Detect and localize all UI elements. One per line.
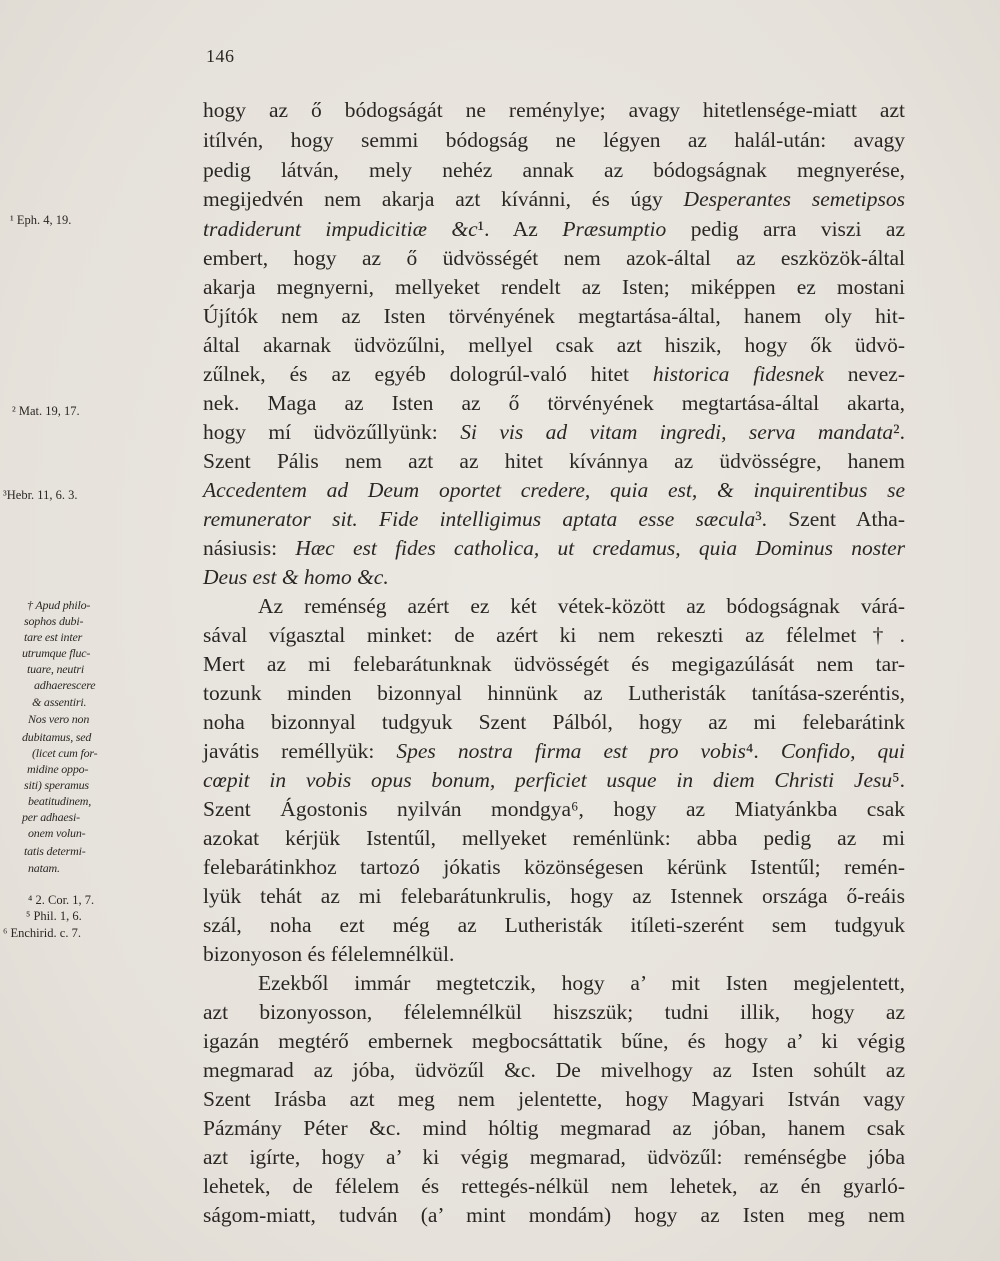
italic-text: Si vis ad vitam ingredi, serva mandata	[460, 420, 894, 444]
italic-text: remunerator sit. Fide intelligimus aptata esse sæcula	[203, 507, 756, 531]
margin-gloss-line: tuare, neutri	[27, 662, 84, 676]
text-line	[203, 331, 905, 359]
margin-gloss-line: † Apud philo-	[27, 598, 91, 612]
text-span: pedig arra viszi az	[666, 217, 905, 241]
text-span: Szent Irásba azt meg nem jelentette, hogy Magyari István vagy	[203, 1087, 905, 1111]
text-span: nevez-	[823, 362, 905, 386]
text-span: násiusis:	[203, 536, 296, 560]
margin-reference: ⁴ 2. Cor. 1, 7.	[28, 893, 95, 907]
text-line	[203, 96, 905, 124]
text-span: hogy az ő bódogságát ne reménylye; avagy hitetlensége-miatt azt	[203, 98, 905, 122]
footnote-marker: ¹	[477, 217, 485, 241]
margin-gloss-line: natam.	[28, 861, 60, 875]
text-span: megmarad az jóba, üdvözűl &c. De mivelhogy az Isten sohúlt az	[203, 1058, 905, 1082]
text-span: noha bizonnyal tudgyuk Szent Pálból, hogy az mi felebarátink	[203, 710, 905, 734]
italic-text: Hæc est fides catholica, ut credamus, quia Dominus noster	[295, 536, 905, 560]
footnote-marker: ³	[755, 507, 762, 531]
text-line	[203, 766, 905, 794]
text-line	[258, 969, 905, 997]
text-span: sával vígasztal minket: de azért ki nem rekeszti az félelmet†.	[203, 623, 905, 647]
italic-text: Confido, qui	[780, 739, 905, 763]
text-line	[203, 737, 905, 765]
text-line	[203, 795, 905, 823]
text-line	[203, 185, 905, 213]
margin-gloss-line: onem volun-	[28, 826, 86, 840]
text-line	[203, 244, 905, 272]
text-line	[203, 156, 905, 184]
margin-gloss-line: siti) speramus	[24, 778, 89, 792]
italic-text: Accedentem ad Deum oportet credere, quia est, & inquirentibus se	[203, 478, 905, 502]
margin-gloss-line: sophos dubi-	[24, 614, 84, 628]
text-span: zűlnek, és az egyéb dologrúl-való hitet	[203, 362, 653, 386]
text-span: megijedvén nem akarja azt kívánni, és úgy	[203, 187, 684, 211]
text-line	[258, 592, 905, 620]
text-line	[203, 1085, 905, 1113]
text-line	[203, 1201, 905, 1229]
text-span: Mert az mi felebarátunknak üdvösségét és megigazúlását nem tar-	[203, 652, 905, 676]
margin-gloss-line: Nos vero non	[28, 712, 90, 726]
text-span: lehetek, de félelem és rettegés-nélkül nem lehetek, az én gyarló-	[203, 1174, 905, 1198]
text-line	[203, 302, 905, 330]
margin-gloss-line: (licet cum for-	[32, 746, 98, 760]
text-span: itílvén, hogy semmi bódogság ne légyen az halál-után: avagy	[203, 128, 905, 152]
margin-gloss-line: dubitamus, sed	[22, 730, 92, 744]
text-span: ságom-miatt, tudván (a’ mint mondám) hogy az Isten meg nem	[203, 1203, 905, 1227]
text-span: hogy mí üdvözűllyünk:	[203, 420, 461, 444]
text-span: . Szent Atha-	[761, 507, 905, 531]
footnote-marker: ⁴	[745, 739, 754, 763]
margin-gloss-line: beatitudinem,	[28, 794, 92, 808]
italic-text: tradiderunt impudicitiæ &c	[203, 217, 478, 241]
text-line	[203, 998, 905, 1026]
text-line	[203, 505, 905, 533]
text-line	[203, 621, 905, 649]
italic-text: Deus est & homo &c.	[203, 565, 389, 589]
text-span: azokat kérjük Istentűl, mellyeket reménlünk: abba pedig az mi	[203, 826, 905, 850]
text-span: .	[899, 420, 905, 444]
text-line	[203, 824, 905, 852]
italic-text: historica fidesnek	[652, 362, 824, 386]
text-span: embert, hogy az ő üdvösségét nem azok-által az eszközök-által	[203, 246, 905, 270]
text-line	[203, 1143, 905, 1171]
text-line	[203, 126, 905, 154]
text-line	[203, 708, 905, 736]
text-span: Szent Pális nem azt az hitet kívánnya az üdvösségre, hanem	[203, 449, 905, 473]
text-span: Szent Ágostonis nyilván mondgya	[203, 797, 572, 821]
text-span: Az reménség azért ez két vétek-között az bódogságnak várá-	[258, 594, 905, 618]
text-line	[203, 563, 905, 591]
text-line	[203, 418, 905, 446]
margin-gloss-line: tare est inter	[24, 630, 83, 644]
margin-gloss-line: per adhaesi-	[22, 810, 80, 824]
margin-gloss-line: midine oppo-	[27, 762, 89, 776]
text-line	[203, 215, 905, 243]
text-line	[203, 360, 905, 388]
text-span: nek. Maga az Isten az ő törvényének megtartása-által akarta,	[203, 391, 905, 415]
text-line	[203, 447, 905, 475]
text-span: igazán megtérő embernek megbocsáttatik bűne, és hogy a’ ki végig	[203, 1029, 905, 1053]
text-line	[203, 679, 905, 707]
text-line	[203, 911, 905, 939]
text-span: Pázmány Péter &c. mind hóltig megmarad az jóban, hanem csak	[203, 1116, 905, 1140]
italic-text: Desperantes semetipsos	[683, 187, 905, 211]
text-span: tozunk minden bizonnyal hinnünk az Lutheristák tanítása-szeréntis,	[203, 681, 905, 705]
margin-reference: ² Mat. 19, 17.	[12, 404, 80, 418]
text-span: javátis reméllyük:	[203, 739, 397, 763]
footnote-marker: ²	[893, 420, 900, 444]
margin-gloss-line: utrumque fluc-	[22, 646, 91, 660]
text-line	[203, 650, 905, 678]
text-span: .	[899, 768, 905, 792]
text-line	[203, 534, 905, 562]
text-span: pedig látván, mely nehéz annak az bódogságnak megnyerése,	[203, 158, 905, 182]
text-span: Ezekből immár megtetczik, hogy a’ mit Isten megjelentett,	[258, 971, 905, 995]
footnote-marker: ⁵	[892, 768, 900, 792]
page-number: 146	[206, 46, 235, 66]
text-line	[203, 273, 905, 301]
text-span: bizonyoson és félelemnélkül.	[203, 942, 455, 966]
margin-reference: ¹ Eph. 4, 19.	[10, 213, 72, 227]
text-line	[203, 1172, 905, 1200]
italic-text: cœpit in vobis opus bonum, perficiet usque in diem Christi Jesu	[203, 768, 893, 792]
margin-reference: ⁶ Enchirid. c. 7.	[3, 926, 81, 940]
text-line	[203, 1027, 905, 1055]
text-span: , hogy az Miatyánkba csak	[578, 797, 905, 821]
footnote-marker: ⁶	[571, 797, 579, 821]
italic-text: Præsumptio	[562, 217, 667, 241]
text-line	[203, 476, 905, 504]
margin-reference: ⁵ Phil. 1, 6.	[26, 909, 82, 923]
text-span: azt bizonyosson, félelemnélkül hiszszük; tudni illik, hogy az	[203, 1000, 905, 1024]
text-line	[203, 882, 905, 910]
text-span: .	[753, 739, 781, 763]
text-line	[203, 1056, 905, 1084]
text-span: által akarnak üdvözűlni, mellyel csak azt hiszik, hogy ők üdvö-	[203, 333, 905, 357]
text-line	[203, 389, 905, 417]
text-line	[203, 1114, 905, 1142]
text-span: akarja megnyerni, mellyeket rendelt az Isten; miképpen ez mostani	[203, 275, 905, 299]
text-span: Újítók nem az Isten törvényének megtartása-által, hanem oly hit-	[203, 304, 905, 328]
margin-reference: ³Hebr. 11, 6. 3.	[3, 488, 78, 502]
text-line	[203, 940, 905, 968]
text-span: szál, noha ezt még az Lutheristák itíleti-szerént sem tudgyuk	[203, 913, 905, 937]
text-line	[203, 853, 905, 881]
text-span: felebarátinkhoz tartozó jókatis közönségesen kérünk Istentűl; remén-	[203, 855, 905, 879]
italic-text: Spes nostra firma est pro vobis	[396, 739, 746, 763]
margin-gloss-line: adhaerescere	[34, 678, 96, 692]
margin-gloss-line: & assentiri.	[32, 695, 87, 709]
text-span: azt igírte, hogy a’ ki végig megmarad, üdvözűl: reménségbe jóba	[203, 1145, 905, 1169]
margin-gloss-line: tatis determi-	[24, 844, 86, 858]
text-span: lyük tehát az mi felebarátunkrulis, hogy az Istennek országa ő-reáis	[203, 884, 905, 908]
text-span: . Az	[484, 217, 563, 241]
